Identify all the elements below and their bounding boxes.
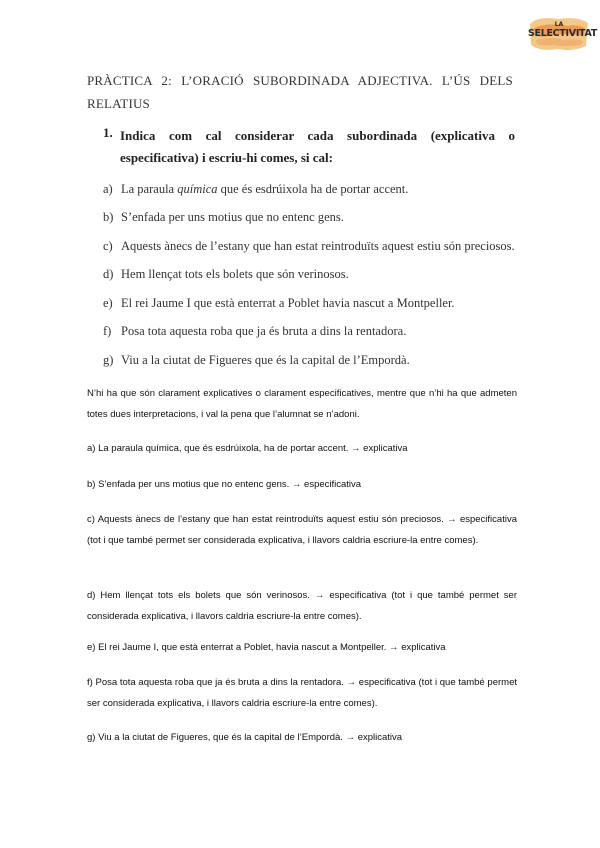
logo-line1: LA bbox=[554, 21, 564, 28]
answer-f: f) Posa tota aquesta roba que ja és bruta a dins la rentadora. → especificativa (tot i que també permet ser considerada explicativa, i llavors caldria escriure-la entre comes). bbox=[87, 677, 517, 709]
item-letter: d) bbox=[103, 267, 114, 281]
question-number: 1. bbox=[103, 125, 113, 140]
answer-a: a) La paraula química, que és esdrúixola, ha de portar accent. → explicativa bbox=[87, 443, 408, 454]
logo-line2: SELECTIVITAT bbox=[528, 28, 597, 39]
item-letter: a) bbox=[103, 182, 113, 196]
logo bbox=[528, 14, 597, 54]
answer-e: e) El rei Jaume I, que està enterrat a Poblet, havia nascut a Montpeller. → explicativa bbox=[87, 642, 446, 653]
exercise-item bbox=[103, 324, 406, 339]
item-letter: b) bbox=[103, 210, 114, 224]
item-text-emphasis: química bbox=[177, 182, 218, 196]
exercise-item bbox=[103, 353, 410, 368]
item-text: S’enfada per uns motius que no entenc gens. bbox=[121, 210, 344, 224]
item-letter: g) bbox=[103, 353, 114, 367]
answer-b: b) S’enfada per uns motius que no entenc gens. → especificativa bbox=[87, 479, 362, 490]
exercise-item bbox=[103, 296, 455, 311]
item-text-post: que és esdrúixola ha de portar accent. bbox=[217, 182, 409, 196]
item-text: Posa tota aquesta roba que ja és bruta a dins la rentadora. bbox=[121, 324, 407, 338]
answer-g: g) Viu a la ciutat de Figueres, que és la capital de l’Empordà. → explicativa bbox=[87, 732, 403, 743]
answers-intro: N’hi ha que són clarament explicatives o clarament especificatives, mentre que n’hi ha que admeten totes dues interpretacions, i val la pena que l’alumnat se n’adoni. bbox=[87, 388, 517, 420]
item-text-pre: La paraula bbox=[121, 182, 178, 196]
answer-c: c) Aquests ànecs de l’estany que han estat reintroduïts aquest estiu són preciosos. → especificativa (tot i que també permet ser considerada explicativa, i llavors caldria escriure-la entre comes). bbox=[87, 514, 517, 546]
item-text: Viu a la ciutat de Figueres que és la capital de l’Empordà. bbox=[121, 353, 410, 367]
exercise-item bbox=[103, 267, 349, 282]
answer-d: d) Hem llençat tots els bolets que són verinosos. → especificativa (tot i que també permet ser considerada explicativa, i llavors caldria escriure-la entre comes). bbox=[87, 590, 517, 622]
page-title: PRÀCTICA 2: L’ORACIÓ SUBORDINADA ADJECTIVA. L’ÚS DELS RELATIUS bbox=[87, 73, 513, 111]
item-letter: c) bbox=[103, 239, 113, 253]
exercise-item bbox=[103, 210, 344, 225]
item-text: Hem llençat tots els bolets que són verinosos. bbox=[121, 267, 349, 281]
exercise-item bbox=[103, 239, 515, 254]
item-letter: f) bbox=[103, 324, 112, 338]
question-text: Indica com cal considerar cada subordinada (explicativa o especificativa) i escriu-hi comes, si cal: bbox=[120, 128, 515, 165]
item-text: El rei Jaume I que està enterrat a Poblet havia nascut a Montpeller. bbox=[121, 296, 455, 310]
item-letter: e) bbox=[103, 296, 113, 310]
exercise-item bbox=[103, 182, 408, 197]
item-text: Aquests ànecs de l’estany que han estat reintroduïts aquest estiu són preciosos. bbox=[121, 239, 515, 253]
